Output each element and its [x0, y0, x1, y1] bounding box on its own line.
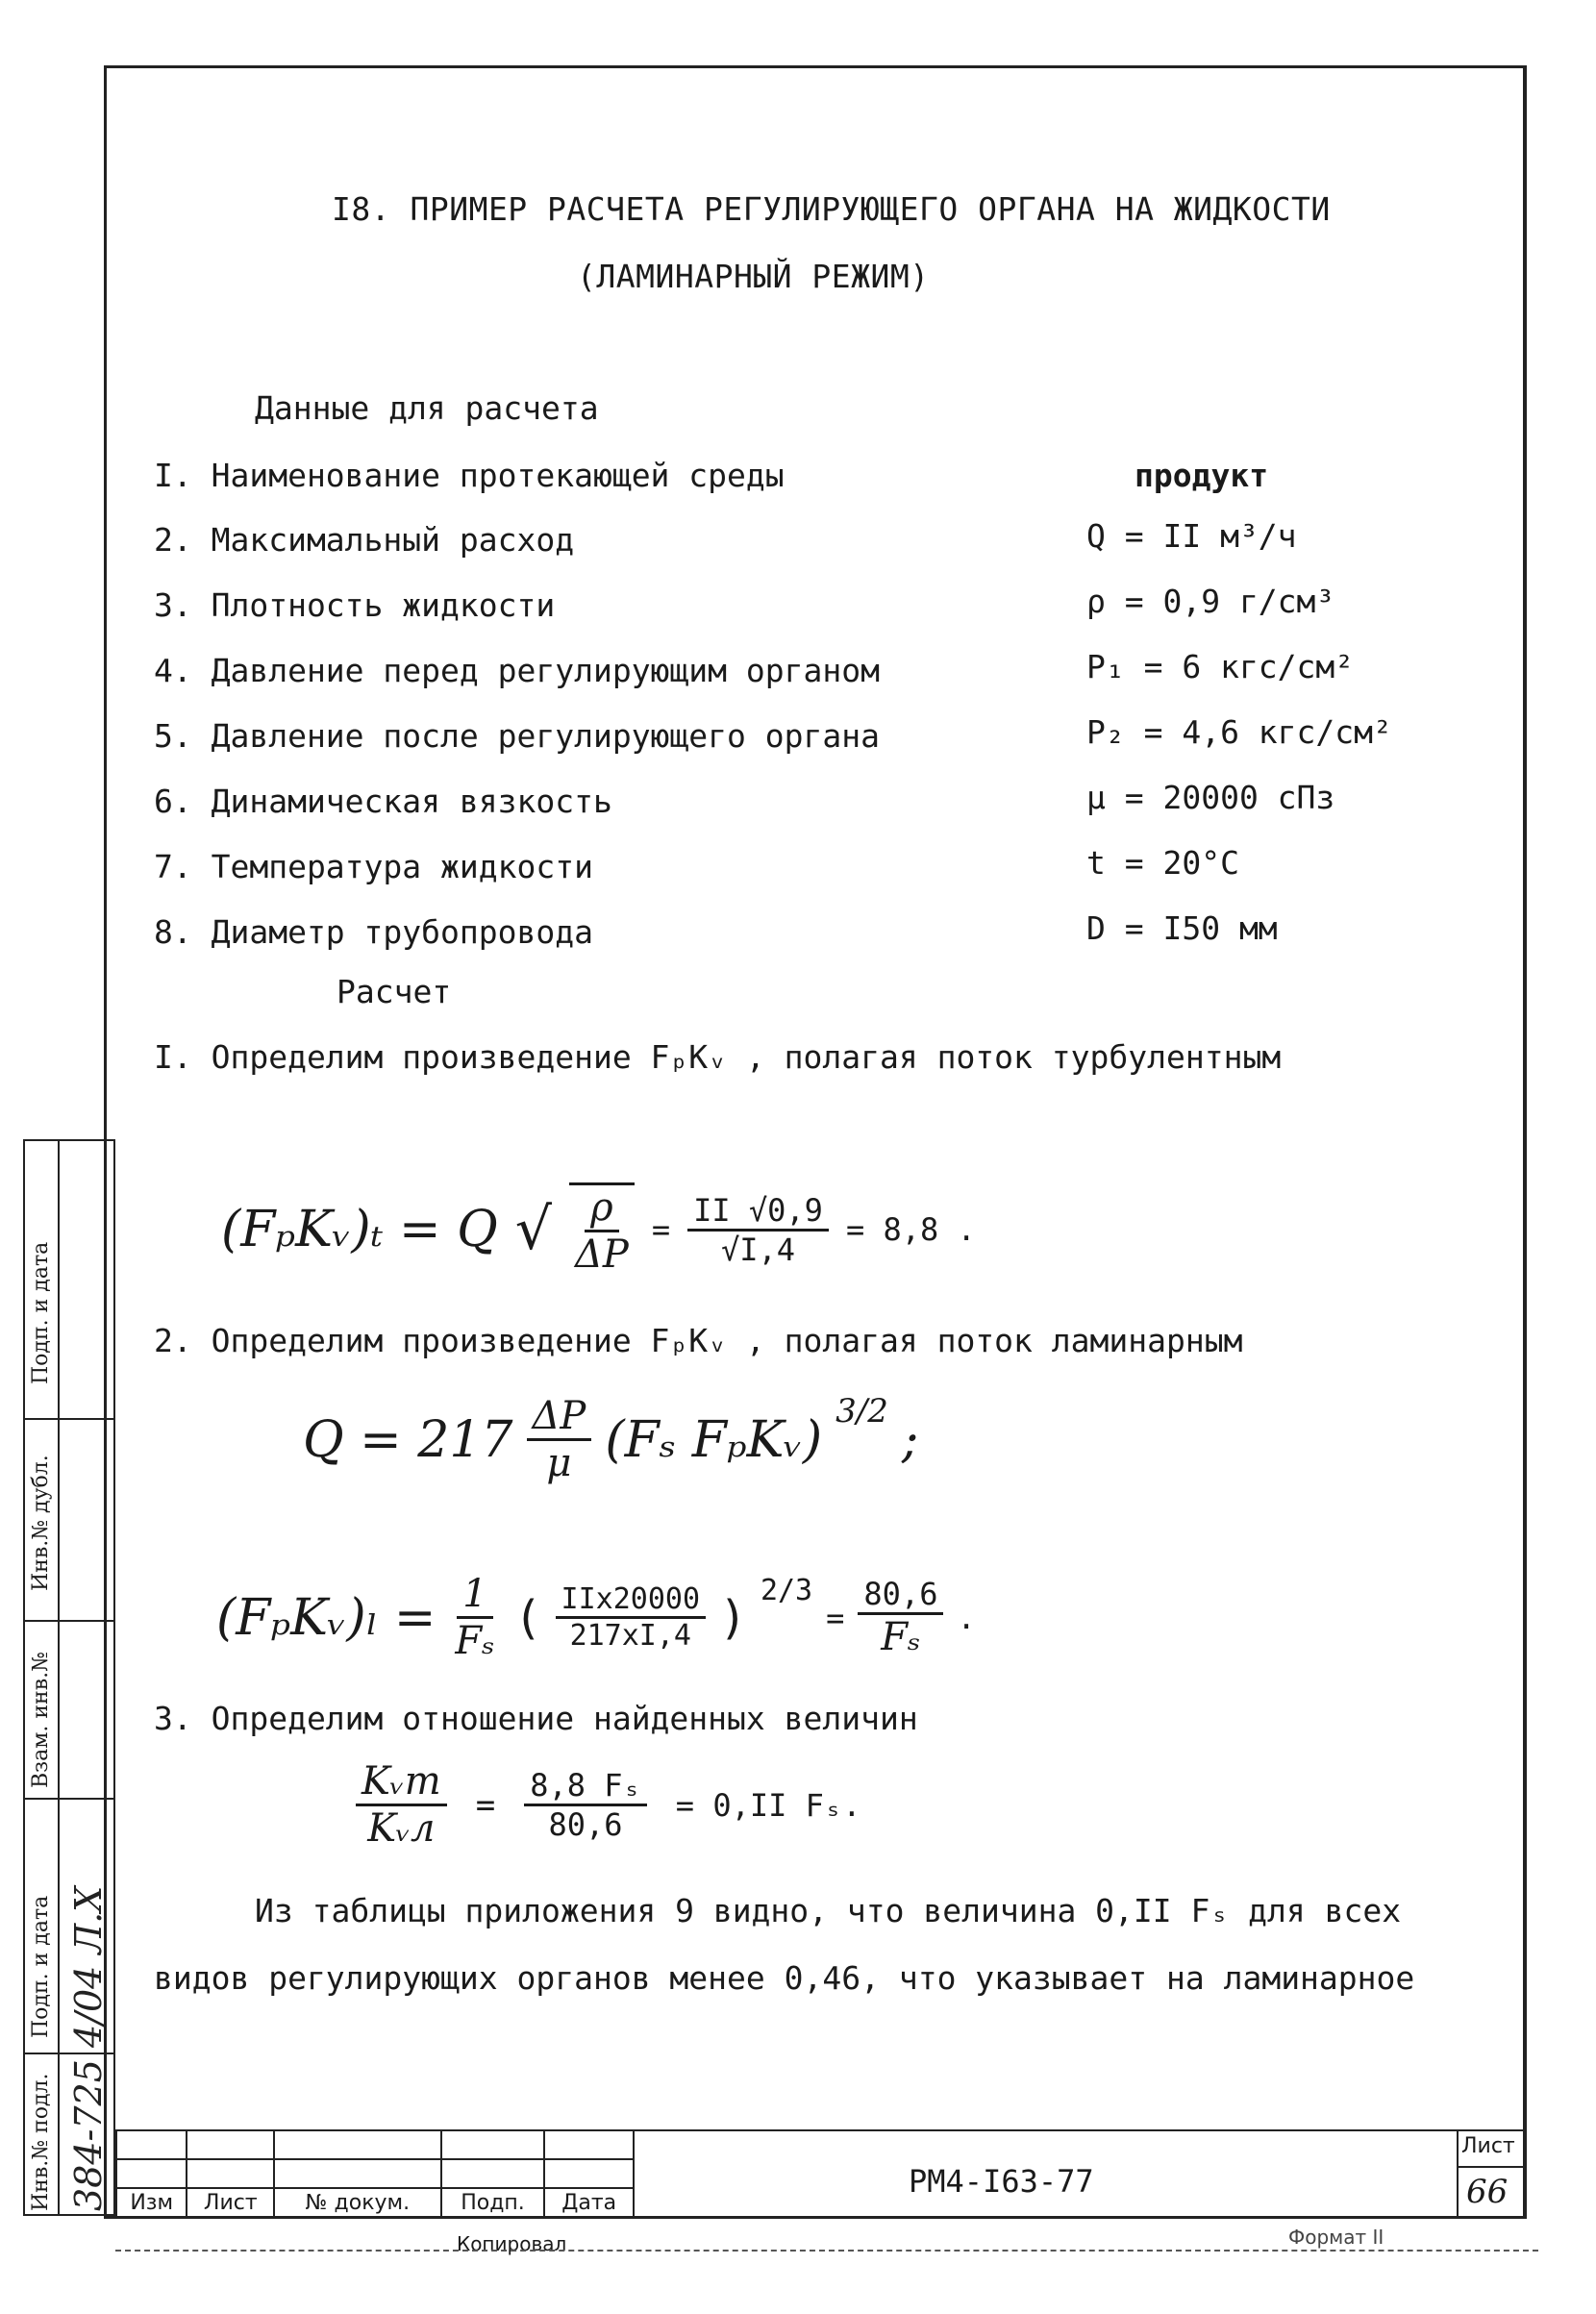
margin-label-2: Инв.№ дубл.	[29, 1455, 53, 1591]
sheet-label: Лист	[1461, 2134, 1515, 2158]
input-label-6: 6. Динамическая вязкость	[154, 783, 612, 820]
ratio-mid-den: 80,6	[548, 1806, 623, 1843]
formula3-inner-num: IIх20000	[556, 1582, 707, 1619]
ratio-result: = 0,II Fₛ.	[675, 1786, 861, 1824]
formula-turbulent: (FₚKᵥ)ₜ = Q √ $\frac{\rho}{\Delta P}$ = $\frac{II √0,9}{√I,4}$ = 8,8 .	[221, 1182, 976, 1277]
calc-step-3: 3. Определим отношение найденных величин	[154, 1700, 918, 1737]
col-sign: Подп.	[441, 2188, 545, 2217]
formula3-res-num: 80,6	[858, 1576, 943, 1615]
sqrt-icon: √	[514, 1196, 552, 1263]
formula3-inner-frac	[556, 1582, 707, 1653]
formula3-lhs: (FₚKᵥ)ₗ =	[216, 1588, 436, 1647]
formula1-frac	[687, 1192, 829, 1268]
margin-divider	[58, 1139, 60, 2216]
copied-by-label: Копировал	[457, 2232, 567, 2255]
formula1-den: √I,4	[720, 1231, 796, 1268]
calc-step-2: 2. Определим произведение FₚKᵥ , полагая поток ламинарным	[154, 1322, 1243, 1359]
format-label: Формат II	[1288, 2226, 1384, 2249]
stamp-grid	[115, 2129, 635, 2218]
formula1-sqrt-den: ΔP	[575, 1232, 629, 1277]
document-designation: РМ4-I63-77	[909, 2163, 1094, 2200]
calc-heading: Расчет	[337, 973, 452, 1010]
formula2-num: ΔP	[527, 1394, 592, 1441]
formula-laminar-fk: (FₚKᵥ)ₗ = $\frac{1}{\text{Fₛ}}$ ( $\frac{\text{IIх20000}}{217хI,4}$ ) 2/3 = $\frac{80,6}{\text{Fₛ}}$ .	[216, 1572, 976, 1663]
input-label-5: 5. Давление после регулирующего органа	[154, 717, 880, 755]
input-value-8: D = I50 мм	[1086, 909, 1278, 947]
ratio-frac	[356, 1759, 447, 1851]
formula1-lhs: (FₚKᵥ)ₜ = Q	[221, 1201, 498, 1258]
input-data-heading: Данные для расчета	[255, 389, 599, 427]
formula3-inner-den: 217хI,4	[569, 1619, 691, 1653]
paragraph-line-2: видов регулирующих органов менее 0,46, что указывает на ламинарное	[154, 1959, 1415, 1997]
col-list: Лист	[187, 2188, 274, 2217]
input-label-1: I. Наименование протекающей среды	[154, 457, 785, 494]
formula-ratio: $\frac{\text{Kᵥт}}{\text{Kᵥл}}$ = $\frac{\text{8,8 Fₛ}}{80,6}$ = 0,II Fₛ.	[356, 1759, 860, 1851]
margin-handwritten: 384-725 4/04 Л.Х	[67, 1885, 110, 2211]
paragraph-line-1: Из таблицы приложения 9 видно, что величина 0,II Fₛ для всех	[255, 1892, 1402, 1929]
col-doc: № докум.	[274, 2188, 440, 2217]
input-value-2: Q = II м³/ч	[1086, 517, 1297, 555]
formula2-lhs: Q = 217	[303, 1410, 513, 1469]
formula3-one: 1	[457, 1572, 492, 1619]
formula1-result: = 8,8 .	[845, 1211, 976, 1248]
margin-label-4: Подп. и дата	[29, 1895, 53, 2038]
ratio-den: Kᵥл	[367, 1806, 436, 1851]
formula-laminar-q: Q = 217 $\frac{\Delta P}{\mu}$ (Fₛ FₚKᵥ) 3/2 ;	[303, 1391, 919, 1485]
formula1-num: II √0,9	[687, 1192, 829, 1232]
input-value-4: P₁ = 6 кгс/см²	[1086, 648, 1355, 685]
margin-label-3: Взам. инв.№	[29, 1652, 53, 1788]
margin-label-5: Инв.№ подл.	[29, 2073, 53, 2211]
ratio-mid-num: 8,8 Fₛ	[524, 1767, 647, 1806]
input-label-3: 3. Плотность жидкости	[154, 586, 556, 624]
calc-step-1: I. Определим произведение FₚKᵥ , полагая поток турбулентным	[154, 1038, 1282, 1076]
formula2-den: μ	[546, 1441, 572, 1485]
sheet-box-divider	[1457, 2166, 1527, 2168]
formula1-sqrt-frac	[569, 1182, 635, 1277]
formula1-sqrt-num: ρ	[585, 1185, 619, 1232]
sheet-number: 66	[1466, 2173, 1509, 2211]
input-value-5: P₂ = 4,6 кгс/см²	[1086, 713, 1392, 751]
input-value-6: μ = 20000 сПз	[1086, 779, 1335, 816]
col-izm: Изм	[116, 2188, 187, 2217]
formula3-fs: Fₛ	[455, 1619, 495, 1663]
formula3-exp: 2/3	[760, 1574, 813, 1607]
input-value-1: продукт	[1135, 457, 1269, 494]
title-line-1: I8. ПРИМЕР РАСЧЕТА РЕГУЛИРУЮЩЕГО ОРГАНА НА ЖИДКОСТИ	[332, 190, 1331, 228]
formula3-frac-one	[449, 1572, 500, 1663]
ratio-mid-frac	[524, 1767, 647, 1843]
formula3-res-den: Fₛ	[881, 1615, 921, 1659]
cut-line	[115, 2250, 1538, 2252]
input-value-3: ρ = 0,9 г/см³	[1086, 583, 1335, 620]
input-label-7: 7. Температура жидкости	[154, 848, 593, 885]
formula2-rest: (Fₛ FₚKᵥ)	[605, 1410, 823, 1469]
ratio-num: Kᵥт	[356, 1759, 447, 1806]
col-date: Дата	[544, 2188, 634, 2217]
input-label-8: 8. Диаметр трубопровода	[154, 913, 593, 951]
input-value-7: t = 20°С	[1086, 844, 1239, 882]
input-label-2: 2. Максимальный расход	[154, 521, 575, 559]
formula2-exp: 3/2	[835, 1391, 888, 1431]
formula2-frac	[527, 1394, 592, 1485]
formula3-result-frac	[858, 1576, 943, 1659]
title-line-2: (ЛАМИНАРНЫЙ РЕЖИМ)	[577, 258, 930, 295]
input-label-4: 4. Давление перед регулирующим органом	[154, 652, 880, 689]
margin-label-1: Подп. и дата	[29, 1241, 53, 1384]
